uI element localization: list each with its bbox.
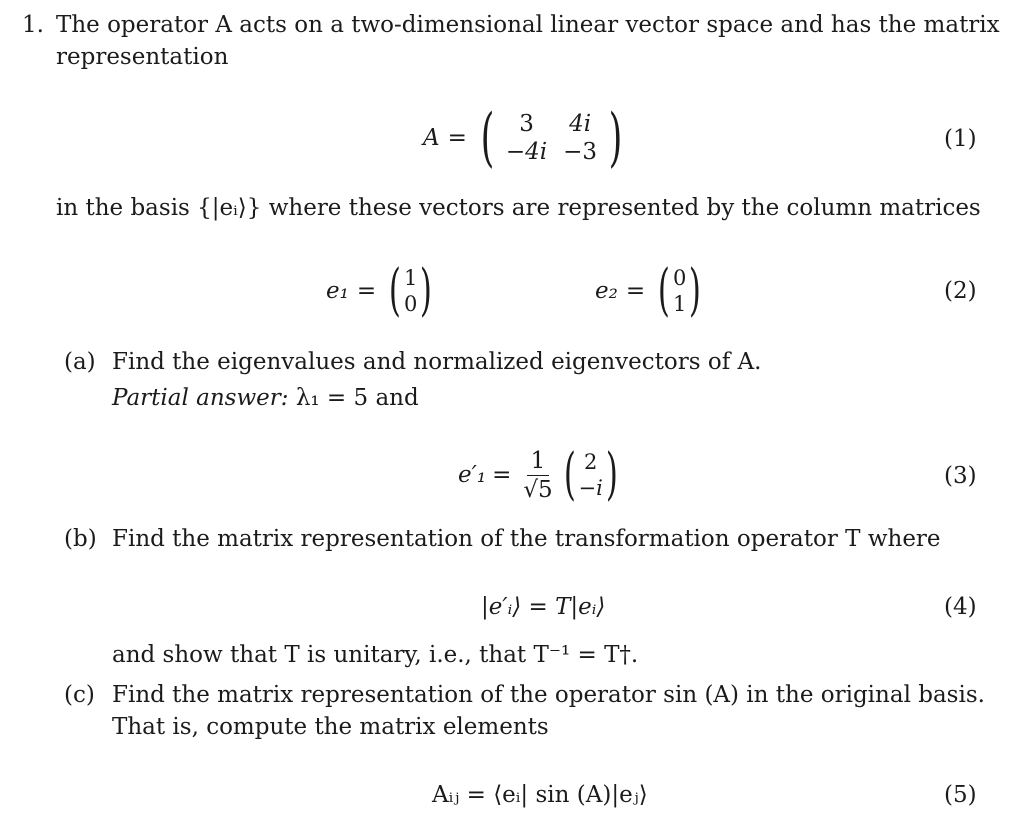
eq2-e1-column [402,265,419,317]
eq3-frac-den: √5 [523,476,553,503]
part-b-after-text: and show that T is unitary, i.e., that T⁻¹ = T†. [112,642,639,668]
eq3-frac-num: 1 [527,447,550,476]
problem-intro-line1: The operator A acts on a two-dimensional linear vector space and has the matrix [56,12,1000,38]
eq2-e1-equals: = [356,278,377,304]
equation-1 [423,101,628,175]
problem-intro-line2: representation [56,44,229,70]
part-b-text: Find the matrix representation of the transformation operator T where [112,526,941,552]
eq3-column [577,449,605,501]
eq1-lhs: A [423,125,440,151]
part-a-label: (a) [64,349,96,375]
equation-5: Aᵢⱼ = ⟨eᵢ| sin (A)|eⱼ⟩ [432,782,648,808]
equation-3 [458,443,623,507]
eq1-right-paren: ) [608,101,623,175]
eq2-e1-lhs: e₁ [326,278,349,304]
part-a-partial [112,385,419,411]
equation-2-e2 [595,258,706,323]
equation-2-e1 [326,258,437,323]
eq1-number: (1) [944,126,977,152]
eq2-e1-left-paren: ( [389,258,402,323]
eq1-cell-22: −3 [563,139,598,165]
equation-4: |e′ᵢ⟩ = T|eᵢ⟩ [481,594,606,620]
eq2-e2-equals: = [625,278,646,304]
part-a-partial-label: Partial answer: [112,385,289,411]
part-c-text-line2: That is, compute the matrix elements [112,714,549,740]
eq1-left-paren: ( [480,101,495,175]
eq1-cell-11: 3 [519,111,534,137]
eq3-lhs: e′₁ [458,462,487,488]
part-c-label: (c) [64,682,95,708]
eq1-equals: = [447,125,467,151]
eq2-e2-lhs: e₂ [595,278,618,304]
eq3-equals: = [492,462,512,488]
eq3-left-paren: ( [563,442,576,507]
part-b-label: (b) [64,526,97,552]
part-a-partial-text: λ₁ = 5 and [295,385,419,411]
eq1-matrix [498,110,605,166]
eq5-number: (5) [944,782,977,808]
eq1-cell-12: 4i [569,111,592,137]
eq2-e2-left-paren: ( [658,258,671,323]
eq3-fraction [523,447,552,504]
eq2-e2-right-paren: ) [689,258,702,323]
eq3-number: (3) [944,463,977,489]
eq3-row1: 2 [583,450,598,474]
eq3-row2: −i [578,476,603,500]
eq2-e1-right-paren: ) [420,258,433,323]
eq2-number: (2) [944,278,977,304]
part-a-text: Find the eigenvalues and normalized eigenvectors of A. [112,349,762,375]
eq2-e1-row1: 1 [403,266,418,290]
eq2-e2-row1: 0 [672,266,687,290]
eq2-e2-row2: 1 [672,292,687,316]
basis-text: in the basis {|eᵢ⟩} where these vectors are represented by the column matrices [56,195,981,221]
eq3-right-paren: ) [605,442,618,507]
eq1-cell-21: −4i [505,139,548,165]
eq4-number: (4) [944,594,977,620]
problem-number: 1. [22,12,44,38]
eq2-e2-column [671,265,688,317]
part-c-text-line1: Find the matrix representation of the operator sin (A) in the original basis. [112,682,985,708]
eq2-e1-row2: 0 [403,292,418,316]
